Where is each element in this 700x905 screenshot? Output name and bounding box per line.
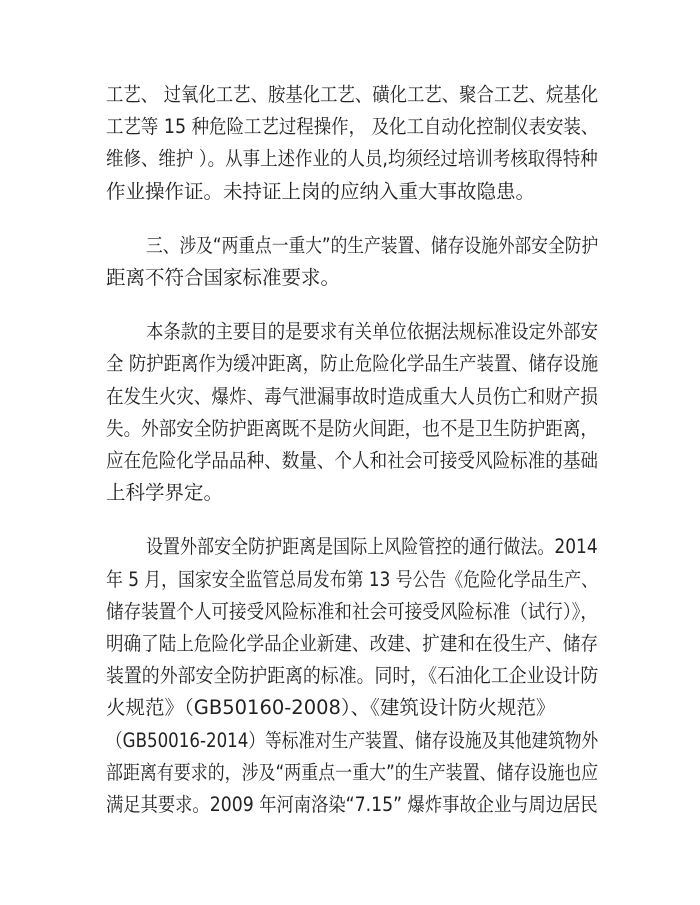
text-line: 设置外部安全防护距离是国际上风险管控的通行做法。2014	[146, 535, 598, 558]
text-line: 装置的外部安全防护距离的标准。同时，《石油化工企业设计防	[106, 664, 599, 687]
text-line: 上科学界定。	[106, 481, 224, 504]
text-line: 火规范》（GB50160-2008）、《建筑设计防火规范》	[106, 696, 556, 719]
text-line: 本条款的主要目的是要求有关单位依据法规标准设定外部安	[146, 320, 599, 343]
text-line: 全 防护距离作为缓冲距离，防止危险化学品生产装置、储存设施	[106, 352, 599, 375]
text-line: 工艺、 过氧化工艺、胺基化工艺、磺化工艺、聚合工艺、烷基化	[106, 83, 599, 106]
text-line: 失。外部安全防护距离既不是防火间距，也不是卫生防护距离，	[106, 417, 599, 440]
text-line: （GB50016-2014）等标准对生产装置、储存设施及其他建筑物外	[106, 729, 599, 752]
text-line: 明确了陆上危险化学品企业新建、改建、扩建和在役生产、储存	[106, 632, 599, 655]
text-line: 工艺等 15 种危险工艺过程操作， 及化工自动化控制仪表安装、	[106, 115, 599, 138]
text-line: 满足其要求。2009 年河南洛染“7.15” 爆炸事故企业与周边居民	[106, 793, 598, 816]
text-line: 在发生火灾、爆炸、毒气泄漏事故时造成重大人员伤亡和财产损	[106, 385, 599, 408]
text-line: 应在危险化学品品种、数量、个人和社会可接受风险标准的基础	[106, 449, 599, 472]
text-line: 储存装置个人可接受风险标准和社会可接受风险标准（试行）》，	[106, 600, 599, 623]
text-line: 年 5 月，国家安全监管总局发布第 13 号公告《危险化学品生产、	[106, 568, 599, 591]
text-line: 部距离有要求的，涉及“两重点一重大”的生产装置、储存设施也应	[106, 761, 599, 784]
section-heading-line: 距离不符合国家标准要求。	[106, 266, 341, 289]
text-line: 维修、维护 ）。从事上述作业的人员,均须经过培训考核取得特种	[106, 147, 598, 170]
section-heading-line: 三、涉及“两重点一重大”的生产装置、储存设施外部安全防护	[146, 234, 599, 257]
text-line: 作业操作证。未持证上岗的应纳入重大事故隐患。	[106, 180, 536, 203]
